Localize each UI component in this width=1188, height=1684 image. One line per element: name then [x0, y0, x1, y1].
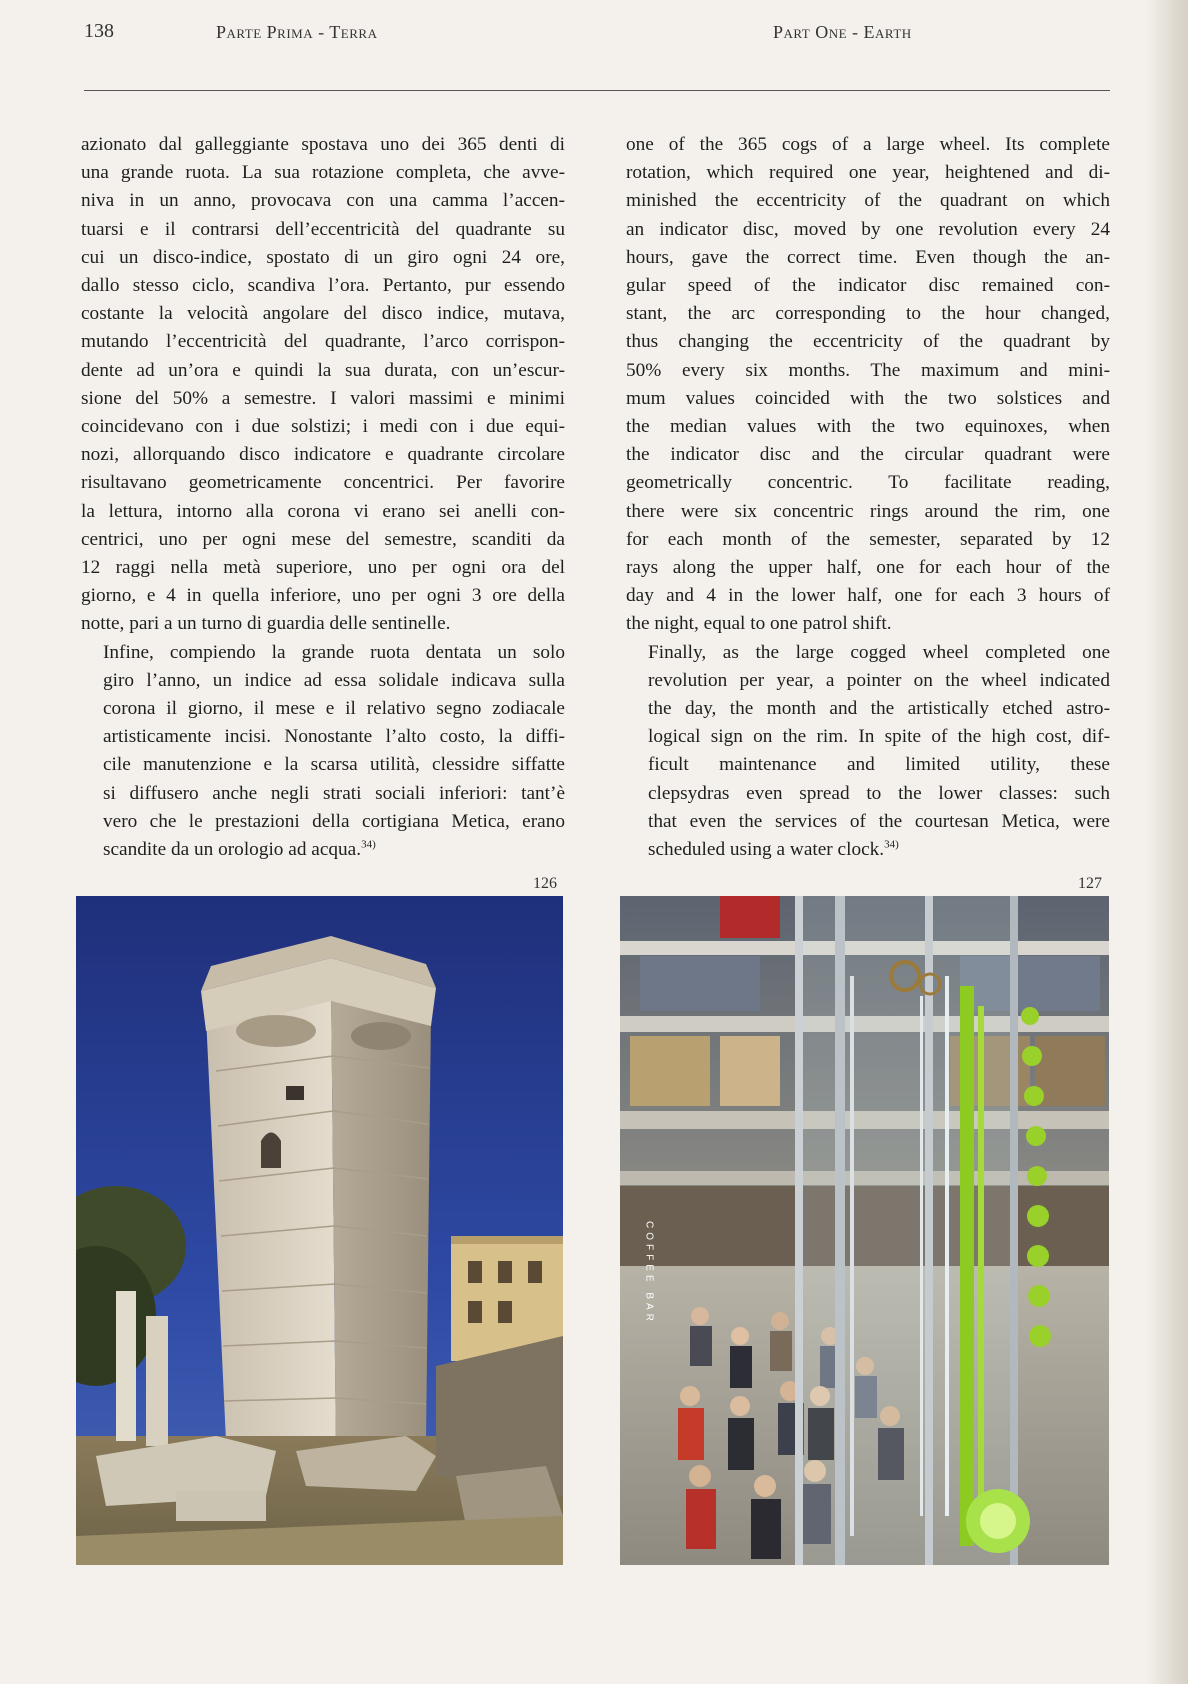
text-line-content: cui un disco-indice, spostato di un giro ogni 24 ore,: [81, 246, 565, 268]
text-line-content: logical sign on the rim. In spite of the high cost, dif-: [648, 726, 1110, 748]
page-number: 138: [84, 20, 114, 42]
text-line: [81, 723, 565, 751]
text-line: [81, 498, 565, 526]
text-line: [81, 526, 565, 554]
text-line: [626, 469, 1110, 497]
text-line-content: tuarsi e il contrarsi dell’eccentricità del quadrante su: [81, 218, 565, 240]
text-line: [81, 780, 565, 808]
text-line-content: the night, equal to one patrol shift.: [626, 613, 892, 635]
text-line: [626, 808, 1110, 836]
text-line-content: for each month of the semester, separated by 12: [626, 528, 1110, 550]
text-line-content: mutando l’eccentricità del quadrante, l’arco corrispon-: [81, 331, 565, 353]
text-line-content: an indicator disc, moved by one revolution every 24: [626, 218, 1110, 240]
text-line: [626, 836, 1110, 864]
text-line: [626, 216, 1110, 244]
text-line-content: una grande ruota. La sua rotazione completa, che avve-: [81, 162, 565, 184]
text-line-content: si diffusero anche negli strati sociali inferiori: tant’è: [103, 782, 565, 804]
text-line: [81, 159, 565, 187]
running-head-italian: Parte Prima - Terra: [216, 22, 378, 42]
text-line-content: the median values with the two equinoxes, when: [626, 416, 1110, 438]
text-line: [81, 582, 565, 610]
text-line-content: cile manutenzione e la scarsa utilità, clessidre siffatte: [103, 754, 565, 776]
text-line-content: costante la velocità angolare del disco indice, mutava,: [81, 303, 565, 325]
text-line-content: giro l’anno, un indice ad essa solidale indicava sulla: [103, 669, 565, 691]
figure-number-126: 126: [533, 875, 557, 892]
text-line-content: rotation, which required one year, heightened and di-: [626, 162, 1110, 184]
text-line: [81, 695, 565, 723]
text-line: [626, 159, 1110, 187]
text-line: [626, 187, 1110, 215]
text-line-content: gular speed of the indicator disc remained con-: [626, 275, 1110, 297]
text-line: [81, 385, 565, 413]
text-line-content: geometrically concentric. To facilitate reading,: [626, 472, 1110, 494]
text-line-content: notte, pari a un turno di guardia delle sentinelle.: [81, 613, 451, 635]
text-line: [81, 131, 565, 159]
text-line-content: minished the eccentricity of the quadrant on which: [626, 190, 1110, 212]
text-line: [626, 385, 1110, 413]
text-line-content: risultavano geometricamente concentrici. Per favorire: [81, 472, 565, 494]
text-line-content: 50% every six months. The maximum and mini-: [626, 359, 1110, 381]
mall-water-clock-photo: [620, 896, 1109, 1565]
text-line-content: that even the services of the courtesan Metica, were: [648, 810, 1110, 832]
running-head-english: Part One - Earth: [773, 22, 912, 42]
text-line-content: the indicator disc and the circular quadrant were: [626, 444, 1110, 466]
text-line: [81, 836, 565, 864]
text-line: [626, 300, 1110, 328]
tower-of-the-winds-illustration: [76, 896, 563, 1565]
tower-of-the-winds-photo: [76, 896, 563, 1565]
text-line: [81, 272, 565, 300]
italian-paragraph-2: [81, 639, 565, 865]
text-line: [81, 244, 565, 272]
text-line: [81, 216, 565, 244]
text-line: [626, 695, 1110, 723]
text-line-content: niva in un anno, provocava con una camma l’accen-: [81, 190, 565, 212]
text-line: [626, 723, 1110, 751]
text-line-content: one of the 365 cogs of a large wheel. Its complete: [626, 134, 1110, 155]
text-line: [626, 667, 1110, 695]
text-line: [81, 610, 565, 638]
text-line-content: hours, gave the correct time. Even though the an-: [626, 246, 1110, 268]
text-line-content: Finally, as the large cogged wheel completed one: [648, 641, 1110, 663]
text-line-content: there were six concentric rings around the rim, one: [626, 500, 1110, 522]
text-line: [81, 639, 565, 667]
text-line: [81, 413, 565, 441]
text-line: [626, 780, 1110, 808]
text-line: [626, 610, 1110, 638]
text-line: [626, 498, 1110, 526]
text-line: [81, 187, 565, 215]
text-line: [81, 357, 565, 385]
text-line-content: mum values coincided with the two solstices and: [626, 387, 1110, 409]
text-line-content: the day, the month and the artistically etched astro-: [648, 698, 1110, 720]
coffee-bar-sign: COFFEE BAR: [643, 1221, 655, 1325]
text-line: [81, 441, 565, 469]
italian-column: [81, 131, 565, 864]
text-line-content: scheduled using a water clock.: [648, 839, 885, 861]
text-line-content: artisticamente incisi. Nonostante l’alto costo, la diffi-: [103, 726, 565, 748]
text-line: [81, 667, 565, 695]
text-line-content: coincidevano con i due solstizi; i medi con i due equi-: [81, 416, 565, 438]
text-line: [626, 413, 1110, 441]
page-gutter-shadow: [1146, 0, 1188, 1684]
text-line-content: revolution per year, a pointer on the wheel indicated: [648, 669, 1110, 691]
text-line-content: nozi, allorquando disco indicatore e quadrante circolare: [81, 444, 565, 466]
text-line: [626, 357, 1110, 385]
text-line: [626, 244, 1110, 272]
text-line: [626, 328, 1110, 356]
text-line-content: vero che le prestazioni della cortigiana Metica, erano: [103, 810, 565, 832]
text-line: [626, 751, 1110, 779]
text-line: [626, 131, 1110, 159]
text-line: [626, 441, 1110, 469]
text-line: [626, 272, 1110, 300]
footnote-marker[interactable]: 34): [884, 838, 899, 851]
english-column: [626, 131, 1110, 864]
text-line-content: corona il giorno, il mese e il relativo segno zodiacale: [103, 698, 565, 720]
text-line-content: clepsydras even spread to the lower classes: such: [648, 782, 1110, 804]
text-line: [81, 328, 565, 356]
english-paragraph-1: [626, 131, 1110, 639]
text-line-content: ficult maintenance and limited utility, these: [648, 754, 1110, 776]
text-line: [626, 526, 1110, 554]
mall-water-clock-illustration: [620, 896, 1109, 1565]
english-paragraph-2: [626, 639, 1110, 865]
text-line-content: la lettura, intorno alla corona vi erano sei anelli con-: [81, 500, 565, 522]
text-line-content: rays along the upper half, one for each hour of the: [626, 557, 1110, 579]
text-line-content: azionato dal galleggiante spostava uno dei 365 denti di: [81, 134, 565, 155]
text-line: [626, 582, 1110, 610]
text-line-content: stant, the arc corresponding to the hour changed,: [626, 303, 1110, 325]
text-line-content: dente ad un’ora e quindi la sua durata, con un’escur-: [81, 359, 565, 381]
text-line: [626, 554, 1110, 582]
text-line-content: 12 raggi nella metà superiore, uno per ogni ora del: [81, 557, 565, 579]
italian-paragraph-1: [81, 131, 565, 639]
text-line-content: sione del 50% a semestre. I valori massimi e minimi: [81, 387, 565, 409]
text-line-content: scandite da un orologio ad acqua.: [103, 839, 362, 861]
text-line: [626, 639, 1110, 667]
text-line: [81, 808, 565, 836]
text-line-content: day and 4 in the lower half, one for each 3 hours of: [626, 585, 1110, 607]
text-line-content: thus changing the eccentricity of the quadrant by: [626, 331, 1110, 353]
text-line: [81, 300, 565, 328]
text-line: [81, 554, 565, 582]
figure-number-127: 127: [1078, 875, 1102, 892]
text-line-content: centrici, uno per ogni mese del semestre, scanditi da: [81, 528, 565, 550]
text-line-content: giorno, e 4 in quella inferiore, uno per ogni 3 ore della: [81, 585, 565, 607]
text-line-content: Infine, compiendo la grande ruota dentata un solo: [103, 641, 565, 663]
header-rule: [84, 90, 1110, 91]
text-line-content: dallo stesso ciclo, scandiva l’ora. Pertanto, pur essendo: [81, 275, 565, 297]
text-line: [81, 751, 565, 779]
footnote-marker[interactable]: 34): [361, 838, 376, 851]
text-line: [81, 469, 565, 497]
